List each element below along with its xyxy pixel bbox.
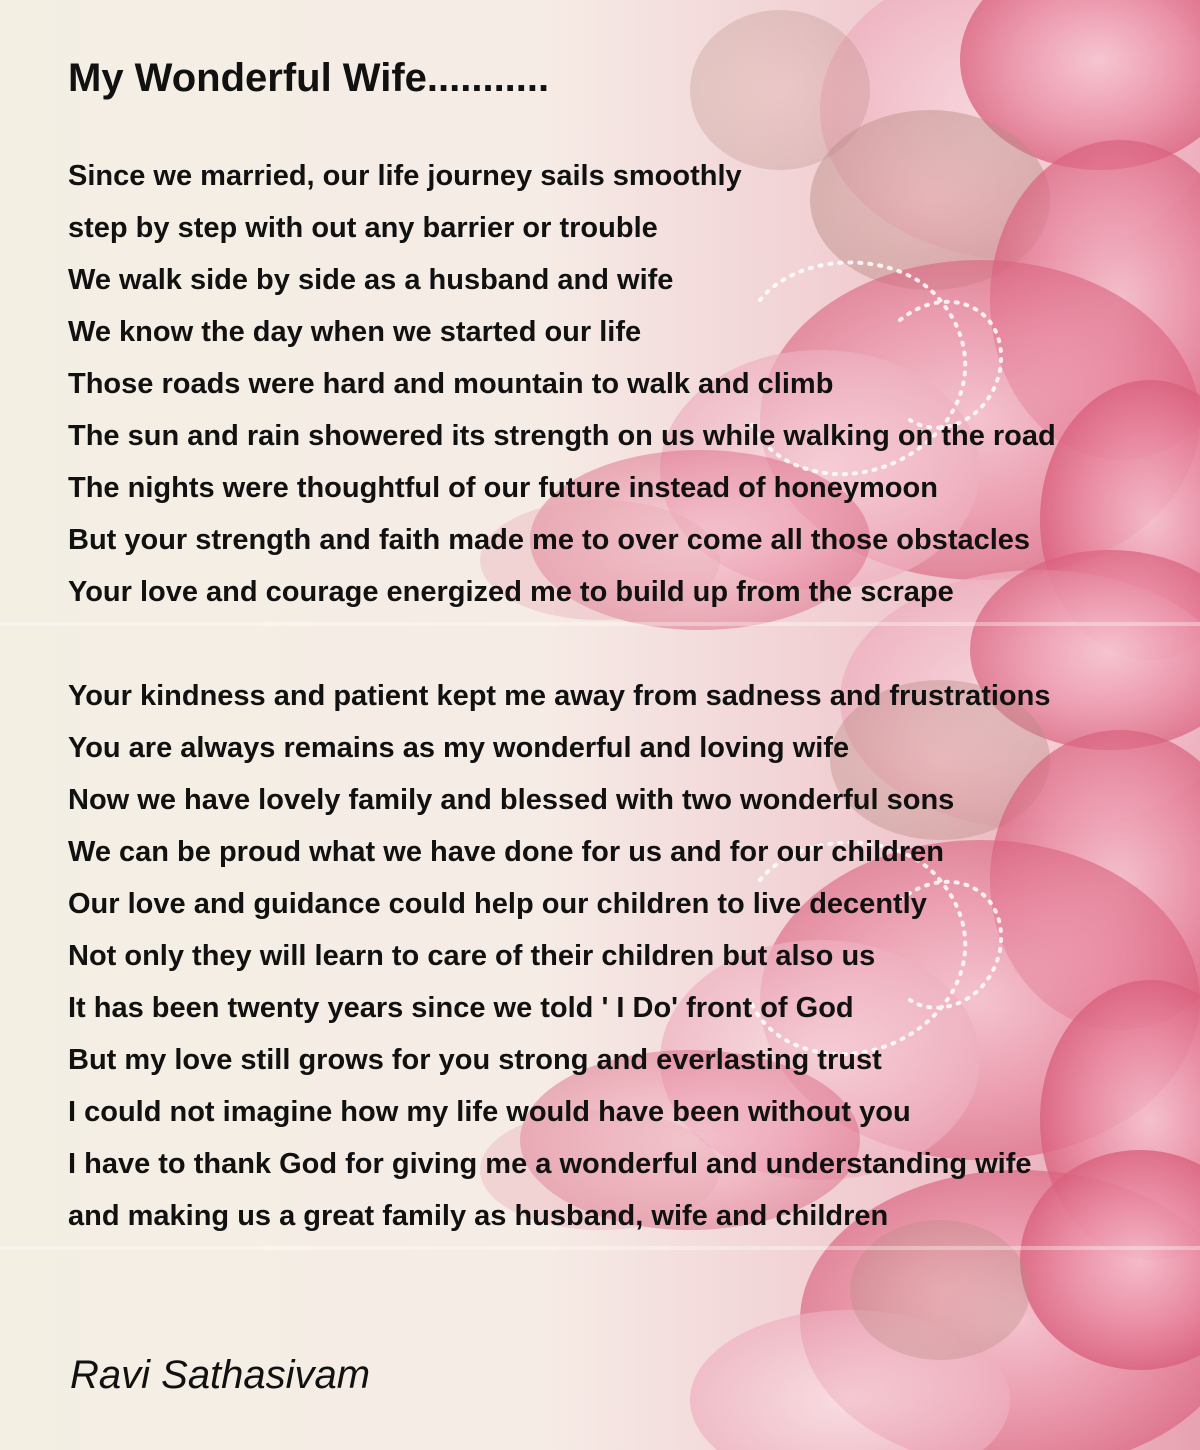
- poem-line: Those roads were hard and mountain to walk and climb: [68, 368, 834, 400]
- poem-line: We know the day when we started our life: [68, 316, 642, 348]
- poem-line: Your kindness and patient kept me away from sadness and frustrations: [68, 680, 1051, 712]
- poem-line: We can be proud what we have done for us and for our children: [68, 836, 945, 868]
- poem-line: But your strength and faith made me to over come all those obstacles: [68, 524, 1031, 556]
- stanza-2: [68, 670, 1051, 1242]
- stanza-1: [68, 150, 1056, 618]
- poem-line: The sun and rain showered its strength on us while walking on the road: [68, 420, 1056, 452]
- poem-line: I could not imagine how my life would have been without you: [68, 1096, 911, 1128]
- poem-author: Ravi Sathasivam: [70, 1353, 371, 1397]
- poem-line: It has been twenty years since we told ' I Do' front of God: [68, 992, 854, 1024]
- poem-line: and making us a great family as husband, wife and children: [68, 1200, 889, 1232]
- poem-line: I have to thank God for giving me a wonderful and understanding wife: [68, 1148, 1032, 1180]
- poem-line: Not only they will learn to care of their children but also us: [68, 940, 876, 972]
- poem-line: Our love and guidance could help our children to live decently: [68, 888, 927, 920]
- poem-line: The nights were thoughtful of our future instead of honeymoon: [68, 472, 938, 504]
- poem-line: Your love and courage energized me to build up from the scrape: [68, 576, 954, 608]
- poem-line: Now we have lovely family and blessed with two wonderful sons: [68, 784, 955, 816]
- poem-line: But my love still grows for you strong and everlasting trust: [68, 1044, 882, 1076]
- poem-line: Since we married, our life journey sails smoothly: [68, 160, 742, 192]
- poem-line: We walk side by side as a husband and wife: [68, 264, 674, 296]
- poem-line: You are always remains as my wonderful and loving wife: [68, 732, 850, 764]
- poem-title: My Wonderful Wife...........: [68, 56, 550, 100]
- poem-line: step by step with out any barrier or trouble: [68, 212, 658, 244]
